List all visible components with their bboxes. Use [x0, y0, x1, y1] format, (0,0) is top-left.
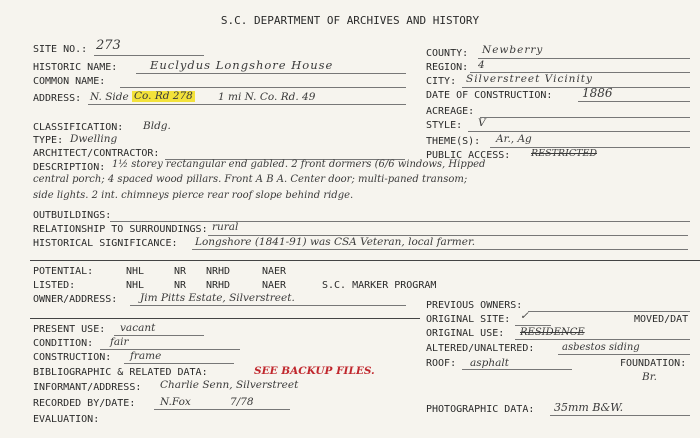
- style-value: V: [478, 117, 486, 129]
- potential-nhl: NHL: [126, 266, 145, 277]
- type-value: Dwelling: [70, 133, 118, 145]
- city-label: CITY:: [426, 76, 457, 87]
- date-construction-label: DATE OF CONSTRUCTION:: [426, 90, 553, 101]
- recorded-date: 7/78: [230, 396, 254, 408]
- date-construction-value: 1886: [582, 86, 613, 100]
- original-use-label: ORIGINAL USE:: [426, 328, 505, 339]
- city-value: Silverstreet Vicinity: [466, 73, 593, 85]
- style-label: STYLE:: [426, 120, 463, 131]
- informant-label: INFORMANT/ADDRESS:: [33, 382, 142, 393]
- moved-date-label: MOVED/DAT: [634, 314, 689, 325]
- site-no-value: 273: [96, 38, 121, 53]
- address-highlight: Co. Rd 278: [134, 90, 193, 102]
- listed-nhl: NHL: [126, 280, 145, 291]
- bibliographic-label: BIBLIOGRAPHIC & RELATED DATA:: [33, 367, 208, 378]
- owner-label: OWNER/ADDRESS:: [33, 294, 118, 305]
- region-label: REGION:: [426, 62, 469, 73]
- architect-label: ARCHITECT/CONTRACTOR:: [33, 148, 160, 159]
- bibliographic-value: SEE BACKUP FILES.: [254, 365, 375, 377]
- themes-value: Ar., Ag: [496, 133, 532, 145]
- relationship-label: RELATIONSHIP TO SURROUNDINGS:: [33, 224, 208, 235]
- altered-label: ALTERED/UNALTERED:: [426, 343, 535, 354]
- common-name-label: COMMON NAME:: [33, 76, 106, 87]
- page-title: S.C. DEPARTMENT OF ARCHIVES AND HISTORY: [220, 14, 480, 27]
- county-label: COUNTY:: [426, 48, 469, 59]
- county-value: Newberry: [482, 44, 544, 56]
- description-line-3: side lights. 2 int. chimneys pierce rear roof slope behind ridge.: [33, 190, 354, 201]
- present-use-value: vacant: [120, 322, 156, 334]
- region-value: 4: [478, 59, 485, 71]
- significance-label: HISTORICAL SIGNIFICANCE:: [33, 238, 178, 249]
- listed-nr: NR: [174, 280, 187, 291]
- construction-label: CONSTRUCTION:: [33, 352, 112, 363]
- potential-nrhd: NRHD: [206, 266, 231, 277]
- condition-label: CONDITION:: [33, 338, 94, 349]
- address-value-1: N. Side: [90, 91, 129, 103]
- potential-label: POTENTIAL:: [33, 266, 94, 277]
- address-value-2: 1 mi N. Co. Rd. 49: [218, 91, 316, 103]
- marker-program-label: S.C. MARKER PROGRAM: [322, 280, 437, 291]
- public-access-value: RESTRICTED: [531, 148, 597, 159]
- altered-value: asbestos siding: [562, 342, 640, 353]
- roof-label: ROOF:: [426, 358, 457, 369]
- original-site-label: ORIGINAL SITE:: [426, 314, 511, 325]
- description-label: DESCRIPTION:: [33, 162, 106, 173]
- significance-value: Longshore (1841-91) was CSA Veteran, local farmer.: [195, 236, 476, 248]
- condition-value: fair: [110, 336, 129, 348]
- potential-naer: NAER: [262, 266, 287, 277]
- listed-label: LISTED:: [33, 280, 76, 291]
- classification-value: Bldg.: [143, 120, 171, 132]
- description-line-2: central porch; 4 spaced wood pillars. Front A B A. Center door; multi-paned transom;: [33, 174, 468, 185]
- recorded-label: RECORDED BY/DATE:: [33, 398, 136, 409]
- foundation-value: Br.: [642, 371, 657, 383]
- historic-name-label: HISTORIC NAME:: [33, 62, 118, 73]
- listed-naer: NAER: [262, 280, 287, 291]
- outbuildings-label: OUTBUILDINGS:: [33, 210, 112, 221]
- site-no-label: SITE NO.:: [33, 44, 88, 55]
- original-use-value: RESIDENCE: [520, 327, 585, 338]
- owner-value: Jim Pitts Estate, Silverstreet.: [140, 292, 295, 304]
- roof-value: asphalt: [470, 357, 509, 369]
- potential-nr: NR: [174, 266, 187, 277]
- themes-label: THEME(S):: [426, 136, 481, 147]
- construction-value: frame: [130, 350, 162, 362]
- informant-value: Charlie Senn, Silverstreet: [160, 379, 299, 391]
- public-access-label: PUBLIC ACCESS:: [426, 150, 511, 161]
- address-label: ADDRESS:: [33, 93, 82, 104]
- recorded-value: N.Fox: [160, 396, 191, 408]
- original-site-value: ✓: [520, 310, 529, 322]
- listed-nrhd: NRHD: [206, 280, 231, 291]
- historic-name-value: Euclydus Longshore House: [150, 58, 334, 72]
- evaluation-label: EVALUATION:: [33, 414, 100, 425]
- photographic-label: PHOTOGRAPHIC DATA:: [426, 404, 535, 415]
- type-label: TYPE:: [33, 135, 64, 146]
- foundation-label: FOUNDATION:: [620, 358, 687, 369]
- photographic-value: 35mm B&W.: [554, 401, 624, 414]
- relationship-value: rural: [212, 221, 239, 233]
- classification-label: CLASSIFICATION:: [33, 122, 124, 133]
- present-use-label: PRESENT USE:: [33, 324, 106, 335]
- acreage-label: ACREAGE:: [426, 106, 475, 117]
- description-line-1: 1½ storey rectangular end gabled. 2 front dormers (6/6 windows, Hipped: [112, 159, 486, 170]
- previous-owners-label: PREVIOUS OWNERS:: [426, 300, 523, 311]
